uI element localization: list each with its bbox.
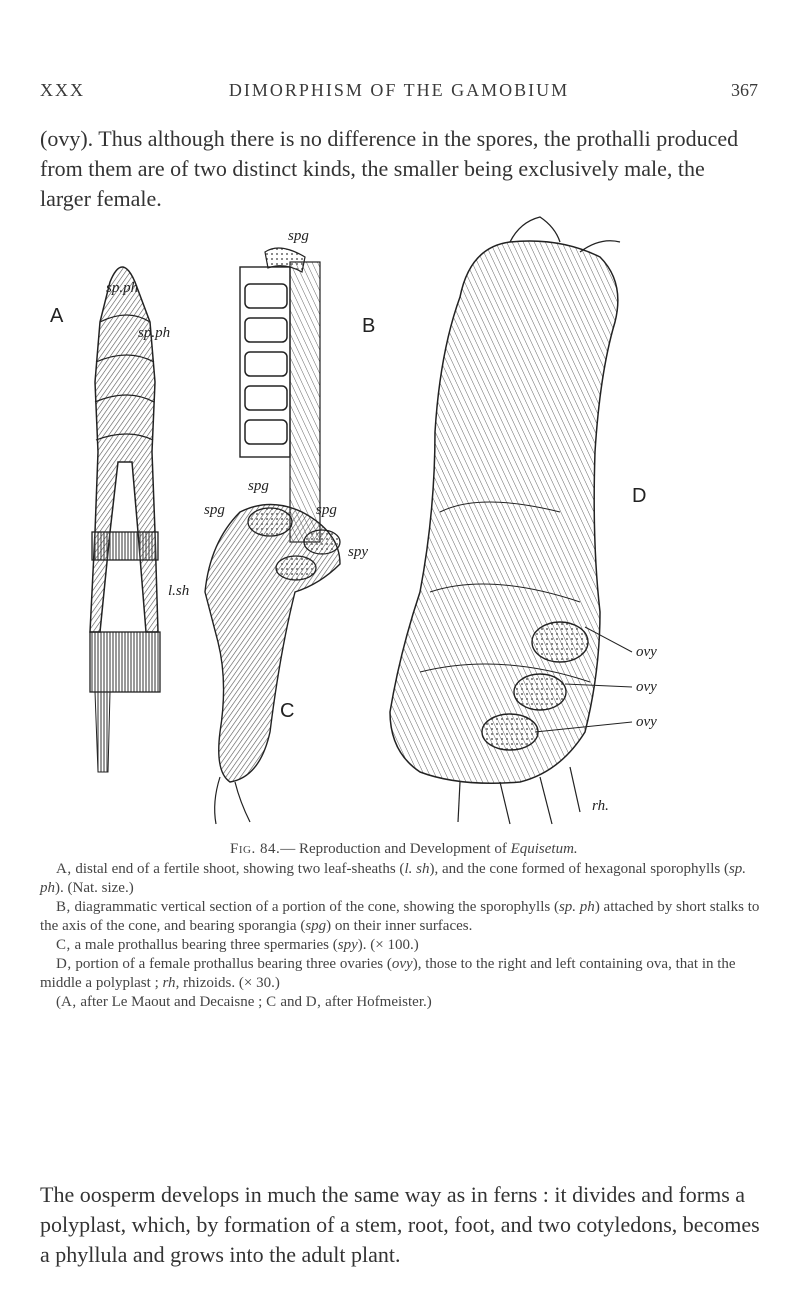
label-ovy-1: ovy <box>636 644 657 660</box>
panel-letter-b: B <box>362 315 376 337</box>
panel-c-drawing <box>205 505 340 825</box>
label-ovy-2: ovy <box>636 679 657 695</box>
panel-a-drawing <box>90 267 160 772</box>
label-spy: spy <box>348 544 368 560</box>
label-spg-mid: spg <box>248 478 269 494</box>
caption-a: A, distal end of a fertile shoot, showing two leaf-sheaths (l. sh), and the cone formed of hexagonal sporophylls (sp. ph). (Nat. size.) <box>40 861 747 896</box>
panel-b-drawing <box>240 248 320 542</box>
label-spg-left: spg <box>204 502 225 518</box>
figure-84 <box>40 212 760 832</box>
label-ovy-3: ovy <box>636 714 657 730</box>
label-l-sh: l.sh <box>168 583 190 599</box>
label-spg-top: spg <box>288 228 309 244</box>
paragraph-bottom: The oosperm develops in much the same way as in ferns : it divides and forms a polyplast, which, by formation of a stem, root, foot, and two cotyledons, becomes a phyllula and grows into the adult plant. <box>40 1182 760 1267</box>
panel-letter-d: D <box>632 485 647 507</box>
figure-illustration <box>40 212 760 832</box>
paragraph-top: (ovy). Thus although there is no difference in the spores, the prothalli produced from them are of two distinct kinds, the smaller being exclusively male, the larger female. <box>40 126 739 211</box>
caption-b: B, diagrammatic vertical section of a portion of the cone, showing the sporophylls (sp. ph) attached by short stalks to the axis of the cone, and bearing sporangia (spg) on their inner surfaces. <box>40 899 760 934</box>
caption-credit: (A, after Le Maout and Decaisne ; C and D, after Hofmeister.) <box>56 994 432 1010</box>
panel-letter-c: C <box>280 700 295 722</box>
running-head <box>40 80 758 110</box>
panel-d-drawing <box>390 217 632 824</box>
caption-c: C, a male prothallus bearing three spermaries (spy). (× 100.) <box>56 937 419 953</box>
label-sp-ph-1: sp.ph <box>106 280 139 296</box>
caption-title: Fig. 84.— Reproduction and Development of Equisetum. <box>230 841 578 857</box>
chapter-number: XXX <box>40 80 85 100</box>
label-spg-right: spg <box>316 502 337 518</box>
figure-caption <box>40 840 760 1012</box>
panel-letter-a: A <box>50 305 64 327</box>
label-sp-ph-2: sp.ph <box>138 325 171 341</box>
running-title: DIMORPHISM OF THE GAMOBIUM <box>228 80 570 100</box>
caption-d: D, portion of a female prothallus bearing three ovaries (ovy), those to the right and left containing ova, that in the middle a polyplast ; rh, rhizoids. (× 30.) <box>40 956 736 991</box>
label-rh: rh. <box>592 798 609 814</box>
page-number: 367 <box>731 80 758 100</box>
